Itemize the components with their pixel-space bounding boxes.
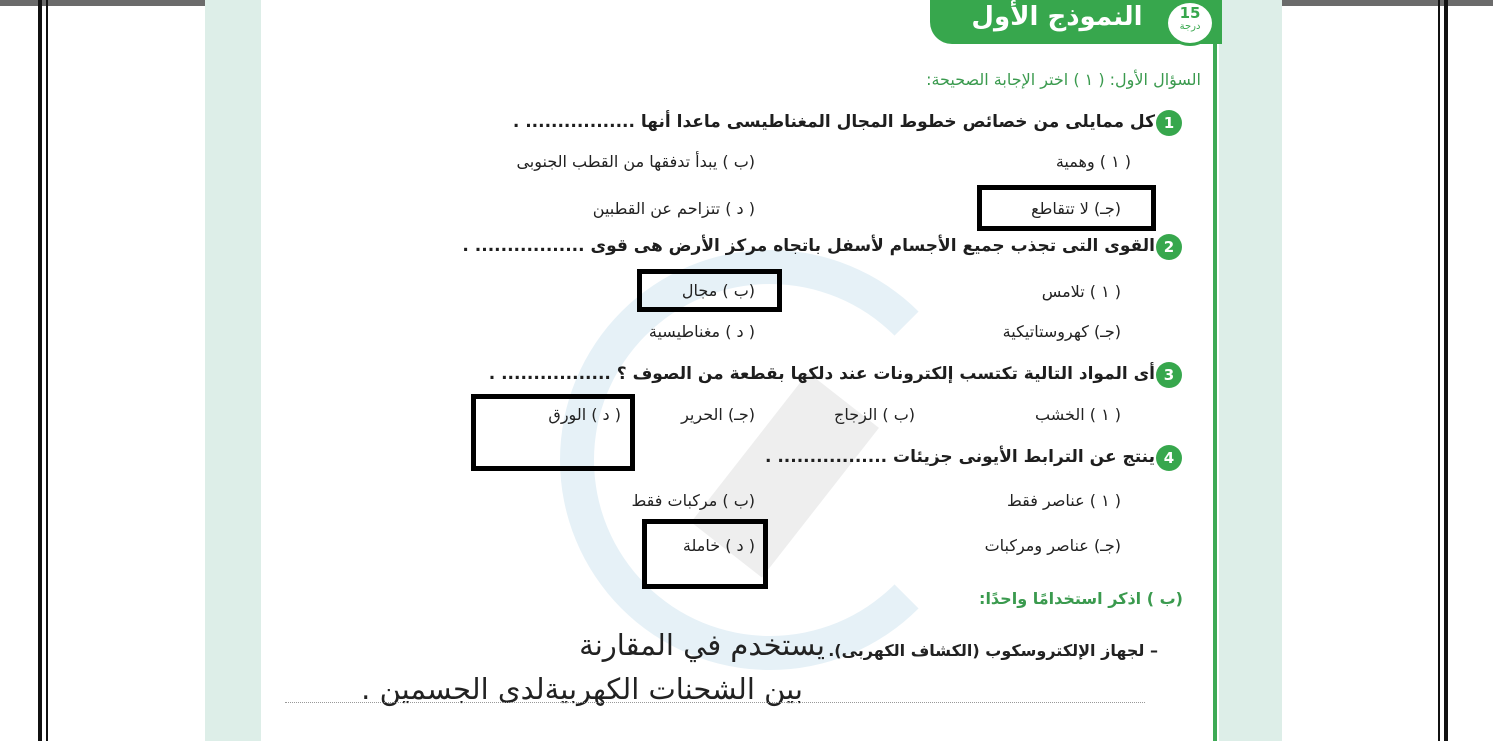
question-number-1: 1 (1156, 110, 1182, 136)
q1-option-d: ( د ) تتزاحم عن القطبين (592, 199, 755, 218)
q3-answer-box (471, 394, 635, 471)
q2-answer-box (637, 269, 782, 312)
q4-option-d: ( د ) خاملة (682, 536, 755, 555)
q2-option-b: (ب ) مجال (681, 281, 755, 300)
left-frame-line-inner (46, 0, 48, 741)
q2-option-c: (جـ) كهروستاتيكية (1002, 322, 1121, 341)
handwritten-answer-line-2: بين الشحنات الكهربيةلدى الجسمين . (361, 672, 803, 706)
handwritten-answer-line-1: يستخدم في المقارنة (579, 628, 825, 662)
q3-option-a: ( ١ ) الخشب (1035, 405, 1121, 424)
question-1-text: كل ممايلى من خصائص خطوط المجال المغناطيسى ماعدا أنها ................. . (512, 112, 1155, 132)
left-frame-line (38, 0, 42, 741)
q4-option-c: (جـ) عناصر ومركبات (984, 536, 1121, 555)
right-frame-line (1444, 0, 1448, 741)
q4-answer-box (642, 519, 768, 589)
q1-answer-box (977, 185, 1156, 231)
question-number-2: 2 (1156, 234, 1182, 260)
q4-option-a: ( ١ ) عناصر فقط (1006, 491, 1121, 510)
q3-option-d: ( د ) الورق (548, 405, 621, 424)
page-title: النموذج الأول (971, 2, 1143, 32)
question-4-text: ينتج عن الترابط الأيونى جزيئات ................. . (764, 447, 1155, 467)
right-frame-line-inner (1438, 0, 1440, 741)
q1-option-b: (ب ) يبدأ تدفقها من القطب الجنوبى (516, 152, 755, 171)
q1-option-c: (جـ) لا تتقاطع (1031, 199, 1121, 218)
question-number-3: 3 (1156, 362, 1182, 388)
score-unit: درجة (1179, 21, 1201, 32)
section-b-item: – لجهاز الإلكتروسكوب (الكشاف الكهربى). (828, 641, 1158, 660)
margin-green-line (1213, 40, 1217, 741)
score-badge (1165, 0, 1215, 46)
answer-dotted-line (285, 702, 1145, 703)
score-value: 15 (1179, 4, 1201, 22)
section-a-heading: السؤال الأول: ( ١ ) اختر الإجابة الصحيحة: (926, 70, 1201, 89)
question-3-text: أى المواد التالية تكتسب إلكترونات عند دلكها بقطعة من الصوف ؟ ................. . (488, 364, 1155, 384)
q3-option-b: (ب ) الزجاج (834, 405, 915, 424)
section-b-heading: (ب ) اذكر استخدامًا واحدًا: (979, 589, 1183, 608)
q2-option-a: ( ١ ) تلامس (1041, 282, 1121, 301)
q1-option-a: ( ١ ) وهمية (1055, 152, 1131, 171)
q4-option-b: (ب ) مركبات فقط (631, 491, 755, 510)
question-2-text: القوى التى تجذب جميع الأجسام لأسفل باتجاه مركز الأرض هى قوى ................. . (462, 236, 1155, 256)
q2-option-d: ( د ) مغناطيسية (648, 322, 755, 341)
q3-option-c: (جـ) الحرير (681, 405, 755, 424)
question-number-4: 4 (1156, 445, 1182, 471)
